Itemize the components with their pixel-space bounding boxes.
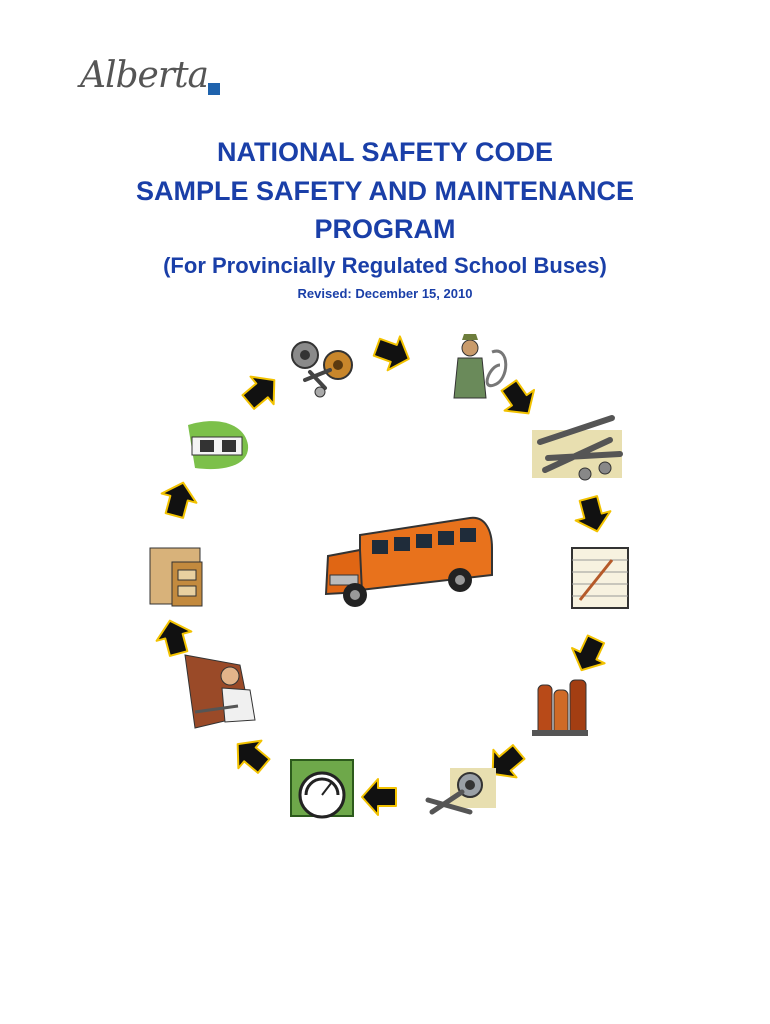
logo-square-icon (208, 83, 220, 95)
arrow-icon (157, 478, 201, 520)
logo-wordmark: Alberta (80, 55, 208, 96)
arrow-icon (226, 730, 275, 779)
arrow-icon (362, 779, 396, 815)
arrow-icon (571, 494, 615, 536)
arrow-icon (494, 375, 543, 423)
arrow-icon (152, 616, 196, 658)
gas-cylinders-icon (532, 680, 588, 736)
gauge-icon (291, 760, 353, 817)
engine-repair-icon (428, 768, 496, 812)
title-line-1: NATIONAL SAFETY CODE (216, 137, 554, 167)
alberta-logo (80, 55, 230, 103)
school-bus-icon (326, 518, 492, 607)
arrow-icon (237, 366, 286, 415)
subtitle: (For Provincially Regulated School Buses) (163, 253, 607, 278)
mechanic-icon (454, 334, 506, 398)
inspector-icon (185, 655, 255, 728)
arrow-icon (371, 330, 415, 375)
revised-date: Revised: December 15, 2010 (297, 286, 473, 301)
maintenance-cycle-diagram (0, 330, 770, 850)
parts-icon (292, 342, 352, 397)
title-line-3: PROGRAM (314, 214, 456, 244)
inspection-station-icon (188, 421, 248, 469)
title-line-2: SAMPLE SAFETY AND MAINTENANCE (135, 176, 635, 206)
arrow-icon (565, 632, 612, 678)
notepad-icon (572, 548, 628, 608)
tools-icon (532, 418, 622, 480)
filing-cabinet-icon (150, 548, 202, 606)
